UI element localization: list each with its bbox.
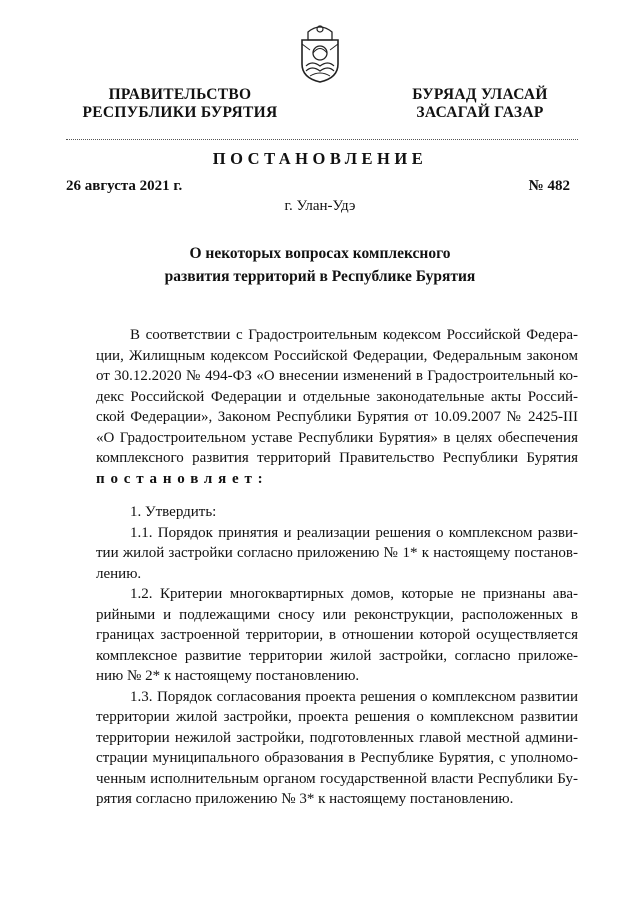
document-body (96, 325, 578, 810)
document-date: 26 августа 2021 г. (66, 178, 183, 194)
coat-of-arms-emblem (298, 20, 342, 84)
org-name-russian: ПРАВИТЕЛЬСТВО РЕСПУБЛИКИ БУРЯТИЯ (82, 86, 278, 121)
document-city: г. Улан-Удэ (284, 198, 356, 214)
document-number: № 482 (528, 178, 570, 194)
item-1-1: 1.1. Порядок принятия и реализации решения о комплексном разви- тии жилой застройки согласно приложению № 1* к настоящему постанов- лению. (96, 524, 578, 582)
preamble-paragraph: В соответствии с Градостроительным кодексом Российской Федера- ции, Жилищным кодексом Российской Федерации, Федеральным законом от 30.12.2020 № 494-ФЗ «О внесении изменений в Градостроительный ко- декс Российской Федерации и отдельные законодательные акты Россий- ской Федерации», Законом Республики Бурятия от 10.09.2007 № 2425-III «О Градостроительном уставе Республики Бурятия» в целях обеспечения комплексного развития территорий Правительство Республики Бурятия постановляет: (96, 325, 578, 489)
resolves-word: постановляет: (96, 470, 269, 487)
org-name-buryat: БУРЯАД УЛАСАЙ ЗАСАГАЙ ГАЗАР (412, 86, 548, 121)
document-title: О некоторых вопросах комплексного развития территорий в Республике Бурятия (164, 245, 476, 285)
document-type: ПОСТАНОВЛЕНИЕ (212, 149, 428, 168)
item-1: 1. Утвердить: (130, 504, 217, 520)
item-1-3: 1.3. Порядок согласования проекта решения о комплексном развитии территории жилой застройки, проекта решения о комплексном развитии территории нежилой застройки, подготовленных главой местной админи- страции муниципального образования в Республике Бурятия, с уполномо- ченным исполнительным органом государственной власти Республики Бу- рятия согласно приложению № 3* к настоящему постановлению. (96, 688, 578, 807)
item-1-2: 1.2. Критерии многоквартирных домов, которые не признаны ава- рийными и подлежащими сносу или реконструкции, расположенных в границах застроенной территории, в отношении которой осуществляется комплексное развитие территории жилой застройки, согласно приложе- нию № 2* к настоящему постановлению. (96, 586, 578, 684)
header-separator (66, 139, 578, 140)
coat-of-arms-icon (298, 20, 342, 84)
